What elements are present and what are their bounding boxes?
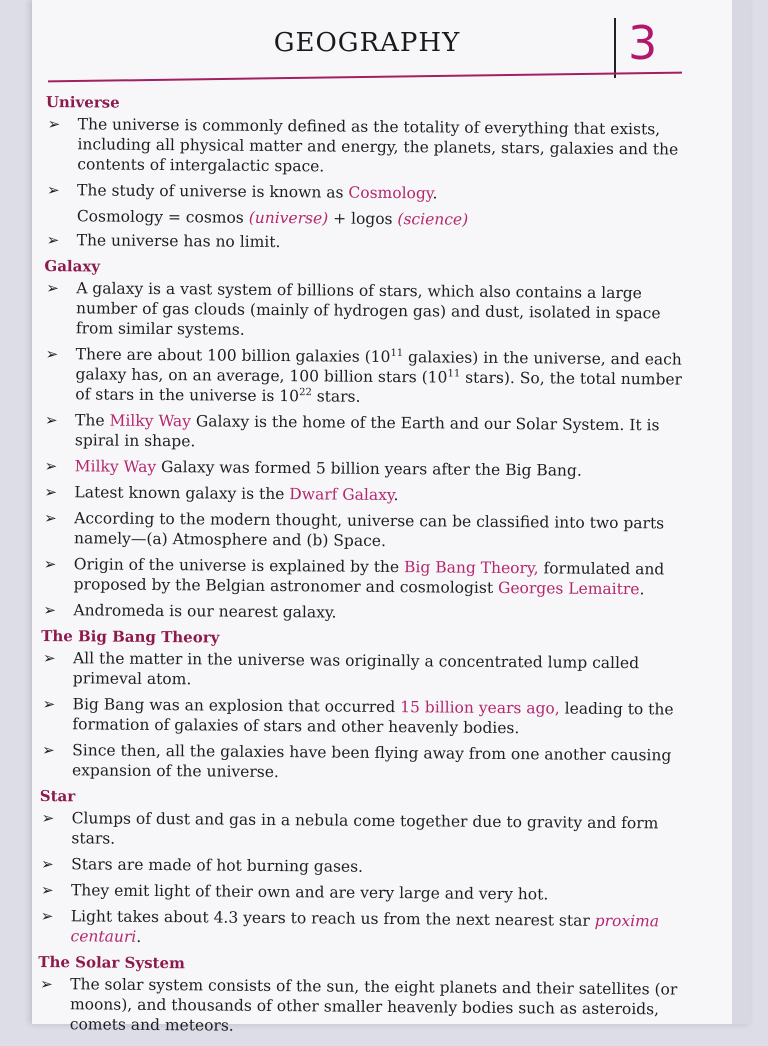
list-item: ➢ Clumps of dust and gas in a nebula come together due to gravity and form stars. — [41, 808, 659, 848]
highlight-term: Milky Way — [74, 457, 157, 476]
list-item: ➢ Origin of the universe is explained by the Big Bang Theory, formulated and proposed by the Belgian astronomer and cosmologist Georges Lemaitre. — [43, 554, 665, 599]
list-item: ➢ A galaxy is a vast system of billions of stars, which also contains a large number of gas clouds (mainly of hydrogen gas) and dust, isolated in space from similar systems. — [46, 279, 661, 339]
bullet-arrow-icon: ➢ — [47, 181, 60, 200]
bullet-arrow-icon: ➢ — [40, 906, 54, 926]
section-heading-big-bang: The Big Bang Theory — [41, 626, 220, 647]
bullet-arrow-icon: ➢ — [45, 411, 58, 430]
header-rule — [48, 72, 682, 83]
bullet-arrow-icon: ➢ — [45, 345, 59, 364]
header-divider — [614, 18, 616, 78]
highlight-term: Georges Lemaitre — [497, 578, 640, 599]
highlight-term: Dwarf Galaxy — [289, 485, 394, 505]
page-content — [38, 86, 698, 1046]
bullet-arrow-icon: ➢ — [42, 740, 55, 760]
bullet-arrow-icon: ➢ — [40, 880, 54, 900]
list-item: ➢ There are about 100 billion galaxies ($10^{11}$ galaxies) in the universe, and each galaxy has, on an average, 100 billion stars ($10^{11}$ stars). So, the total number of stars in the universe is $10^{22}$ stars. — [45, 345, 683, 406]
highlight-term: Big Bang Theory, — [403, 558, 539, 578]
bullet-arrow-icon: ➢ — [46, 279, 59, 298]
chapter-number: 3 — [628, 16, 658, 70]
bullet-arrow-icon: ➢ — [44, 483, 58, 502]
bullet-arrow-icon: ➢ — [43, 600, 57, 620]
bullet-arrow-icon: ➢ — [46, 231, 60, 250]
section-heading-star: Star — [39, 786, 76, 806]
list-item: ➢ Latest known galaxy is the Dwarf Galaxy. — [44, 483, 399, 505]
bullet-arrow-icon: ➢ — [42, 648, 56, 668]
section-heading-solar-system: The Solar System — [38, 952, 185, 973]
list-item: ➢ Milky Way Galaxy was formed 5 billion years after the Big Bang. — [44, 457, 582, 480]
list-item: ➢ Light takes about 4.3 years to reach us from the next nearest star proxima centauri. — [40, 906, 660, 946]
bullet-arrow-icon: ➢ — [44, 457, 58, 476]
bullet-arrow-icon: ➢ — [43, 554, 57, 574]
list-item: ➢ All the matter in the universe was originally a concentrated lump called primeval atom. — [42, 648, 640, 689]
section-heading-galaxy: Galaxy — [44, 256, 101, 276]
highlight-term: Cosmology — [348, 183, 433, 203]
list-item: ➢ The study of universe is known as Cosmology. — [47, 181, 438, 203]
list-item: ➢ Since then, all the galaxies have been flying away from one another causing expansion of the universe. — [42, 740, 672, 782]
bullet-arrow-icon: ➢ — [41, 854, 54, 874]
list-item: ➢ The solar system consists of the sun, the eight planets and their satellites (or moons), and thousands of other smaller heavenly bodies such as asteroids, comets and meteors. — [40, 974, 678, 1035]
list-item: ➢ Andromeda is our nearest galaxy. — [43, 600, 337, 622]
bullet-arrow-icon: ➢ — [42, 694, 56, 714]
bullet-arrow-icon: ➢ — [40, 974, 53, 994]
list-item: ➢ Big Bang was an explosion that occurred 15 billion years ago, leading to the formation of galaxies of stars and other heavenly bodies. — [42, 694, 674, 738]
bullet-arrow-icon: ➢ — [41, 808, 55, 828]
highlight-term: 15 billion years ago, — [400, 698, 560, 718]
section-heading-universe: Universe — [45, 92, 120, 112]
bullet-arrow-icon: ➢ — [47, 115, 61, 134]
list-item: ➢ The universe is commonly defined as the totality of everything that exists, including all physical matter and energy, the planets, stars, galaxies and the contents of intergalactic space. — [47, 115, 679, 176]
list-item: ➢ They emit light of their own and are very large and very hot. — [40, 880, 549, 904]
list-item: ➢ The Milky Way Galaxy is the home of the Earth and our Solar System. It is spiral in shape. — [45, 411, 660, 451]
list-item: ➢ The universe has no limit. — [46, 231, 281, 252]
list-item: ➢ Stars are made of hot burning gases. — [41, 854, 364, 876]
list-item: ➢ According to the modern thought, universe can be classified into two parts namely—(a) Atmosphere and (b) Space. — [44, 509, 665, 550]
highlight-term: Milky Way — [109, 411, 192, 431]
highlight-term: proxima centauri — [70, 911, 660, 946]
page-title: GEOGRAPHY — [273, 28, 461, 58]
bullet-arrow-icon: ➢ — [44, 509, 57, 528]
book-page — [32, 0, 750, 1035]
page-edge — [732, 0, 750, 1024]
cosmology-equation: Cosmology = cosmos (universe) + logos (science) — [76, 207, 469, 229]
